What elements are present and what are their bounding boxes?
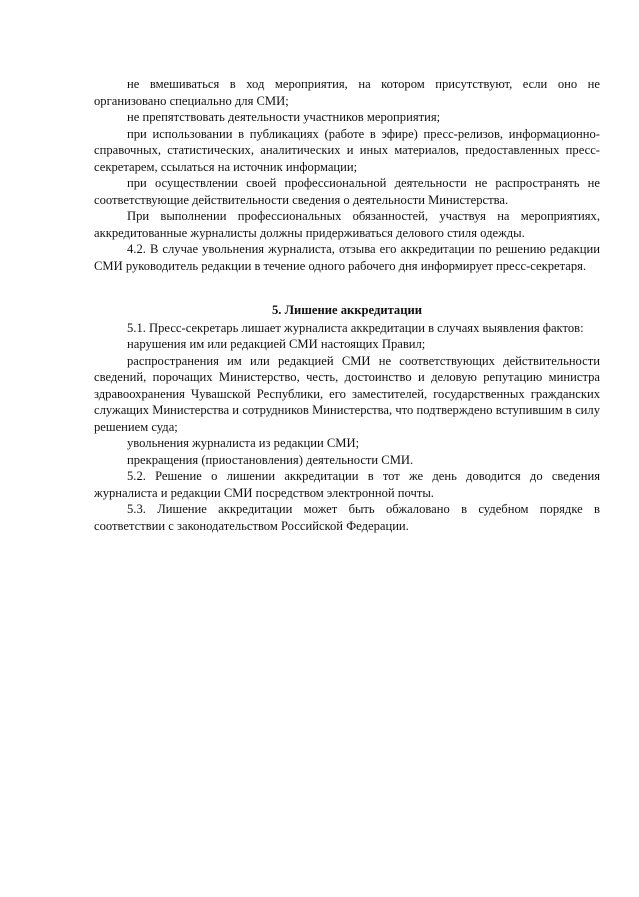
- paragraph-no-false-info: при осуществлении своей профессиональной деятельности не распространять не соответствующие действительности сведения о деятельности Министерства.: [94, 176, 600, 207]
- paragraph-5-1: 5.1. Пресс-секретарь лишает журналиста аккредитации в случаях выявления фактов:: [127, 320, 584, 335]
- section-5-heading: 5. Лишение аккредитации: [272, 303, 422, 317]
- section-spacer: [94, 274, 600, 302]
- list-item-false-info: распространения им или редакцией СМИ не соответствующих действительности сведений, порочащих Министерство, честь, достоинство и деловую репутацию министра здравоохранения Чувашской Республики, его заместителей, государственных гражданских служащих Министерства и сотрудников Министерства, что подтверждено вступившим в силу решением суда;: [94, 353, 600, 434]
- paragraph-dress-code: При выполнении профессиональных обязанностей, участвуя на мероприятиях, аккредитованные журналисты должны придерживаться делового стиля одежды.: [94, 209, 600, 240]
- paragraph-no-obstruction: не препятствовать деятельности участников мероприятия;: [127, 110, 441, 124]
- list-item-dismissal: увольнения журналиста из редакции СМИ;: [127, 436, 360, 450]
- paragraph-5-2: 5.2. Решение о лишении аккредитации в тот же день доводится до сведения журналиста и редакции СМИ посредством электронной почты.: [94, 469, 600, 500]
- document-page: [94, 76, 600, 534]
- paragraph-4-2: 4.2. В случае увольнения журналиста, отзыва его аккредитации по решению редакции СМИ руководитель редакции в течение одного рабочего дня информирует пресс-секретаря.: [94, 242, 600, 273]
- paragraph-5-3: 5.3. Лишение аккредитации может быть обжаловано в судебном порядке в соответствии с законодательством Российской Федерации.: [94, 502, 600, 533]
- list-item-termination: прекращения (приостановления) деятельности СМИ.: [127, 452, 414, 467]
- paragraph-source-reference: при использовании в публикациях (работе в эфире) пресс-релизов, информационно-справочных, статистических, аналитических и иных материалов, предоставленных пресс-секретарем, ссылаться на источник информации;: [94, 126, 600, 174]
- paragraph-no-interference: не вмешиваться в ход мероприятия, на котором присутствуют, если оно не организовано специально для СМИ;: [94, 77, 600, 108]
- list-item-rules-violation: нарушения им или редакцией СМИ настоящих Правил;: [127, 337, 426, 351]
